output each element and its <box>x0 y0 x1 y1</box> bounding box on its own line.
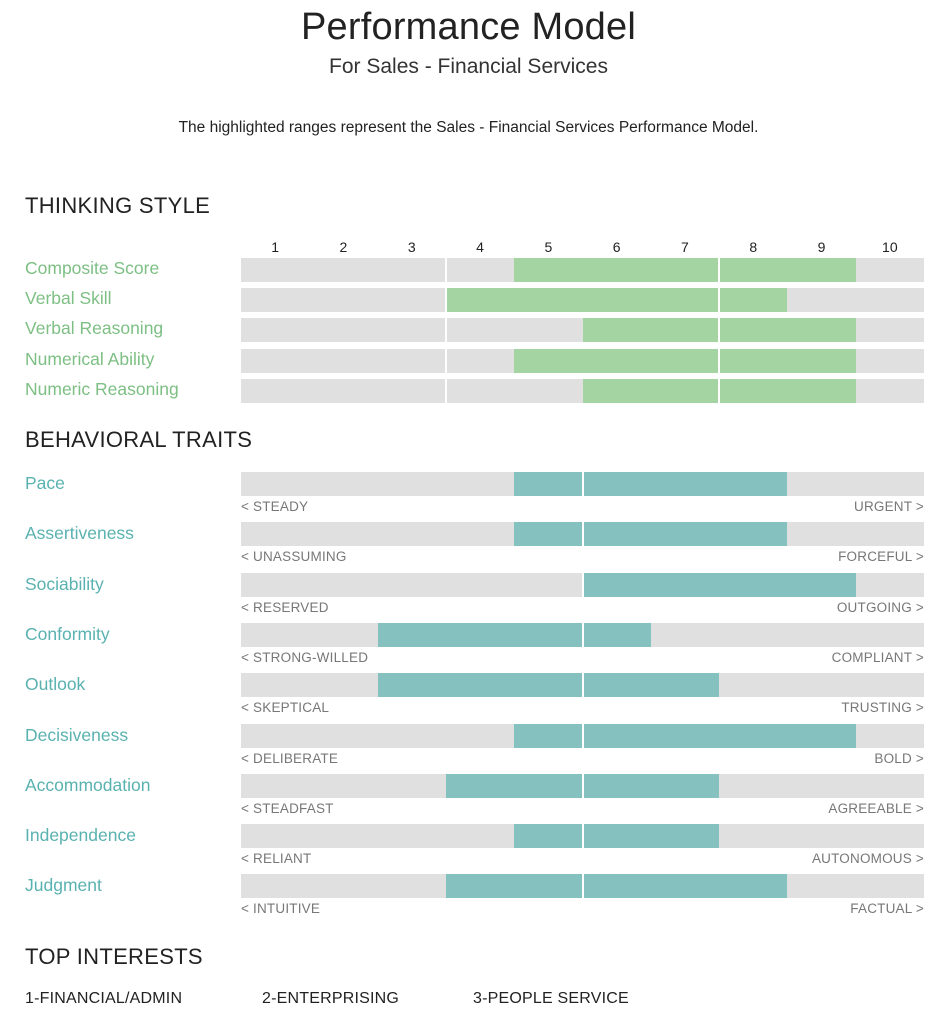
thinking-row <box>0 258 937 282</box>
track-divider <box>718 258 720 282</box>
trait-high-end: OUTGOING > <box>836 599 924 615</box>
thinking-row-label: Numeric Reasoning <box>25 378 179 399</box>
trait-track <box>241 673 924 697</box>
trait-high-end: COMPLIANT > <box>831 649 924 665</box>
trait-row <box>0 522 937 566</box>
track-midpoint <box>582 874 584 898</box>
scale-number: 6 <box>612 239 621 255</box>
highlighted-range <box>514 824 719 848</box>
track-midpoint <box>582 774 584 798</box>
highlighted-range <box>446 874 788 898</box>
thinking-row <box>0 288 937 312</box>
highlighted-range <box>378 673 720 697</box>
trait-high-end: AUTONOMOUS > <box>811 851 924 867</box>
score-track <box>241 379 924 403</box>
thinking-row-label: Numerical Ability <box>25 348 155 369</box>
track-divider <box>718 349 720 373</box>
trait-low-end: < RELIANT <box>241 851 312 867</box>
trait-track <box>241 623 924 647</box>
score-track <box>241 258 924 282</box>
trait-row <box>0 623 937 667</box>
top-interests-heading: TOP INTERESTS <box>25 944 203 969</box>
track-midpoint <box>582 472 584 496</box>
trait-label: Judgment <box>25 875 102 896</box>
trait-low-end: < DELIBERATE <box>241 750 339 766</box>
score-track <box>241 318 924 342</box>
score-track <box>241 288 924 312</box>
track-divider <box>445 318 447 342</box>
highlighted-range <box>378 623 651 647</box>
scale-number: 10 <box>882 239 898 255</box>
trait-track <box>241 724 924 748</box>
trait-low-end: < STEADY <box>241 499 309 514</box>
track-divider <box>445 288 447 312</box>
highlighted-range <box>583 573 856 597</box>
page-title: Performance Model <box>301 6 636 48</box>
trait-row <box>0 724 937 768</box>
scale-number: 1 <box>271 239 280 255</box>
thinking-row-label: Verbal Reasoning <box>25 318 164 339</box>
trait-high-end: FACTUAL > <box>850 901 924 917</box>
highlighted-range <box>446 288 788 312</box>
highlighted-range <box>514 724 856 748</box>
trait-row <box>0 573 937 617</box>
trait-track <box>241 573 924 597</box>
behavioral-traits-heading: BEHAVIORAL TRAITS <box>25 427 253 452</box>
trait-low-end: < RESERVED <box>241 599 329 615</box>
trait-low-end: < UNASSUMING <box>241 549 347 565</box>
interest-item: 3-PEOPLE SERVICE <box>473 990 629 1007</box>
trait-label: Independence <box>25 825 136 846</box>
page-subtitle: For Sales - Financial Services <box>329 55 608 78</box>
intro-text: The highlighted ranges represent the Sales - Financial Services Performance Model. <box>178 119 759 136</box>
trait-low-end: < INTUITIVE <box>241 901 321 917</box>
highlighted-range <box>514 472 787 496</box>
highlighted-range <box>514 522 787 546</box>
trait-label: Decisiveness <box>25 724 129 745</box>
trait-high-end: BOLD > <box>874 750 924 766</box>
track-midpoint <box>582 573 584 597</box>
trait-track <box>241 472 924 496</box>
scale-number: 2 <box>339 239 348 255</box>
thinking-row <box>0 379 937 403</box>
trait-low-end: < SKEPTICAL <box>241 700 330 716</box>
thinking-style-heading: THINKING STYLE <box>25 193 211 218</box>
scale-number: 9 <box>817 239 826 255</box>
trait-high-end: AGREEABLE > <box>828 800 924 816</box>
trait-label: Accommodation <box>25 774 151 795</box>
track-midpoint <box>582 623 584 647</box>
trait-low-end: < STRONG-WILLED <box>241 649 369 665</box>
track-divider <box>445 349 447 373</box>
trait-low-end: < STEADFAST <box>241 800 334 816</box>
track-midpoint <box>582 673 584 697</box>
trait-label: Sociability <box>25 573 104 594</box>
interest-item: 2-ENTERPRISING <box>262 990 400 1007</box>
track-divider <box>445 258 447 282</box>
trait-label: Assertiveness <box>25 523 134 544</box>
track-midpoint <box>582 824 584 848</box>
track-divider <box>445 379 447 403</box>
trait-high-end: TRUSTING > <box>841 700 924 716</box>
trait-label: Conformity <box>25 623 110 644</box>
scale-number: 8 <box>749 239 758 255</box>
track-divider <box>718 288 720 312</box>
trait-row <box>0 874 937 918</box>
track-divider <box>718 379 720 403</box>
trait-row <box>0 774 937 818</box>
trait-high-end: FORCEFUL > <box>838 549 924 565</box>
trait-track <box>241 824 924 848</box>
trait-track <box>241 774 924 798</box>
scale-number: 7 <box>681 239 689 255</box>
thinking-row <box>0 318 937 342</box>
scale-number: 5 <box>544 239 553 255</box>
thinking-row <box>0 349 937 373</box>
thinking-row-label: Composite Score <box>25 258 160 278</box>
score-track <box>241 349 924 373</box>
trait-row <box>0 824 937 868</box>
track-midpoint <box>582 724 584 748</box>
track-midpoint <box>582 522 584 546</box>
thinking-row-label: Verbal Skill <box>25 288 112 309</box>
scale-number: 4 <box>476 239 484 255</box>
trait-row <box>0 673 937 717</box>
scale-number: 3 <box>407 239 416 255</box>
trait-row <box>0 472 937 516</box>
interest-item: 1-FINANCIAL/ADMIN <box>25 990 183 1007</box>
highlighted-range <box>514 258 856 282</box>
trait-label: Pace <box>25 473 65 493</box>
trait-label: Outlook <box>25 674 86 695</box>
scale-numbers <box>0 239 937 257</box>
highlighted-range <box>514 349 856 373</box>
trait-track <box>241 874 924 898</box>
trait-track <box>241 522 924 546</box>
trait-high-end: URGENT > <box>854 499 924 514</box>
track-divider <box>718 318 720 342</box>
